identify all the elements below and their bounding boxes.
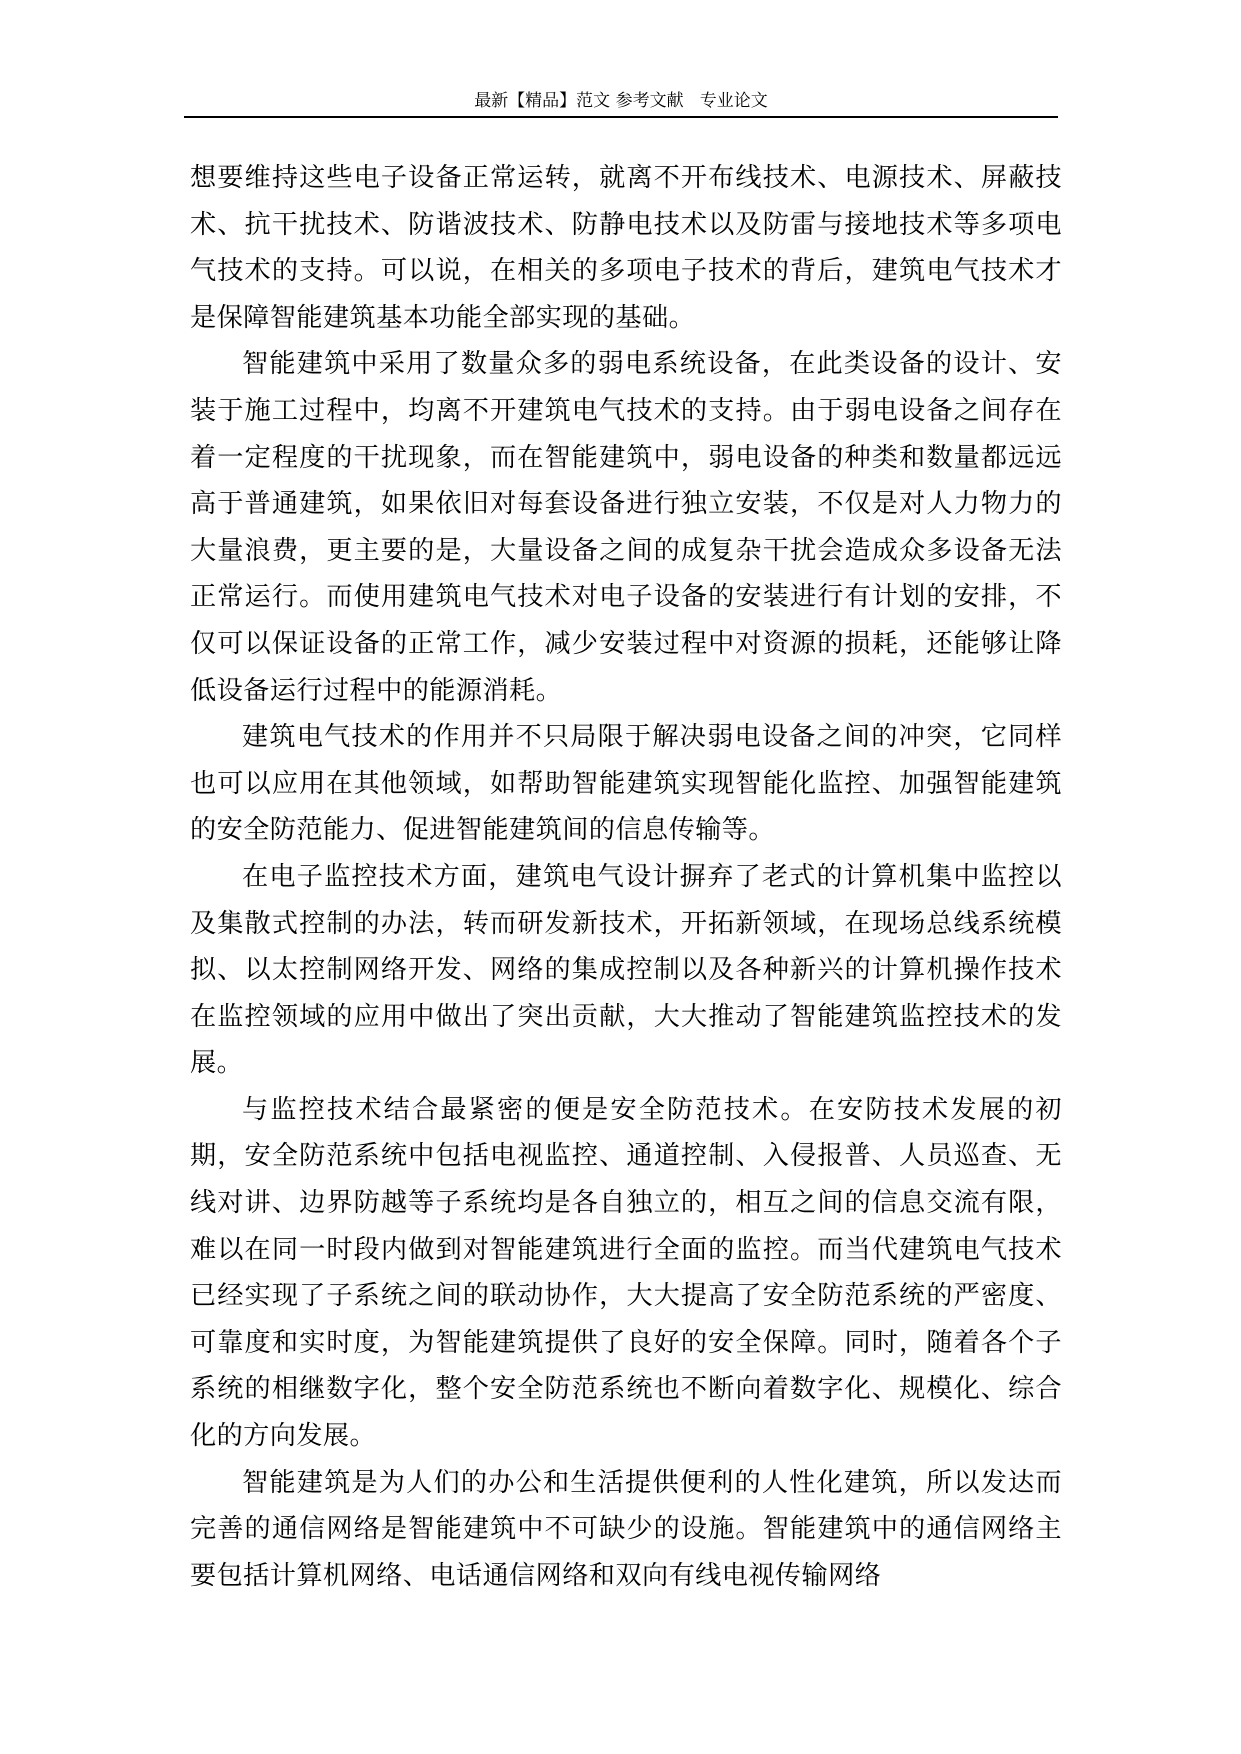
paragraph-continuation: 想要维持这些电子设备正常运转，就离不开布线技术、电源技术、屏蔽技术、抗干扰技术、防谐波技术、防静电技术以及防雷与接地技术等多项电气技术的支持。可以说，在相关的多项电子技术的背后，建筑电气技术才是保障智能建筑基本功能全部实现的基础。 — [190, 163, 1062, 333]
document-body — [190, 155, 1062, 1599]
paragraph-communication: 智能建筑是为人们的办公和生活提供便利的人性化建筑，所以发达而完善的通信网络是智能建筑中不可缺少的设施。智能建筑中的通信网络主要包括计算机网络、电话通信网络和双向有线电视传输网络 — [190, 1467, 1062, 1591]
paragraph-monitoring: 在电子监控技术方面，建筑电气设计摒弃了老式的计算机集中监控以及集散式控制的办法，转而研发新技术，开拓新领域，在现场总线系统模拟、以太控制网络开发、网络的集成控制以及各种新兴的计算机操作技术在监控领域的应用中做出了突出贡献，大大推动了智能建筑监控技术的发展。 — [190, 861, 1062, 1079]
paragraph-applications: 建筑电气技术的作用并不只局限于解决弱电设备之间的冲突，它同样也可以应用在其他领域，如帮助智能建筑实现智能化监控、加强智能建筑的安全防范能力、促进智能建筑间的信息传输等。 — [190, 722, 1062, 846]
paragraph-security: 与监控技术结合最紧密的便是安全防范技术。在安防技术发展的初期，安全防范系统中包括电视监控、通道控制、入侵报普、人员巡查、无线对讲、边界防越等子系统均是各自独立的，相互之间的信息交流有限，难以在同一时段内做到对智能建筑进行全面的监控。而当代建筑电气技术已经实现了子系统之间的联动协作，大大提高了安全防范系统的严密度、可靠度和实时度，为智能建筑提供了良好的安全保障。同时，随着各个子系统的相继数字化，整个安全防范系统也不断向着数字化、规模化、综合化的方向发展。 — [190, 1094, 1062, 1452]
paragraph-weak-current: 智能建筑中采用了数量众多的弱电系统设备，在此类设备的设计、安装于施工过程中，均离不开建筑电气技术的支持。由于弱电设备之间存在着一定程度的干扰现象，而在智能建筑中，弱电设备的种类和数量都远远高于普通建筑，如果依旧对每套设备进行独立安装，不仅是对人力物力的大量浪费，更主要的是，大量设备之间的成复杂干扰会造成众多设备无法正常运行。而使用建筑电气技术对电子设备的安装进行有计划的安排，不仅可以保证设备的正常工作，减少安装过程中对资源的损耗，还能够让降低设备运行过程中的能源消耗。 — [190, 349, 1062, 706]
header-divider — [184, 116, 1058, 118]
page-header: 最新【精品】范文 参考文献 专业论文 — [474, 91, 768, 111]
